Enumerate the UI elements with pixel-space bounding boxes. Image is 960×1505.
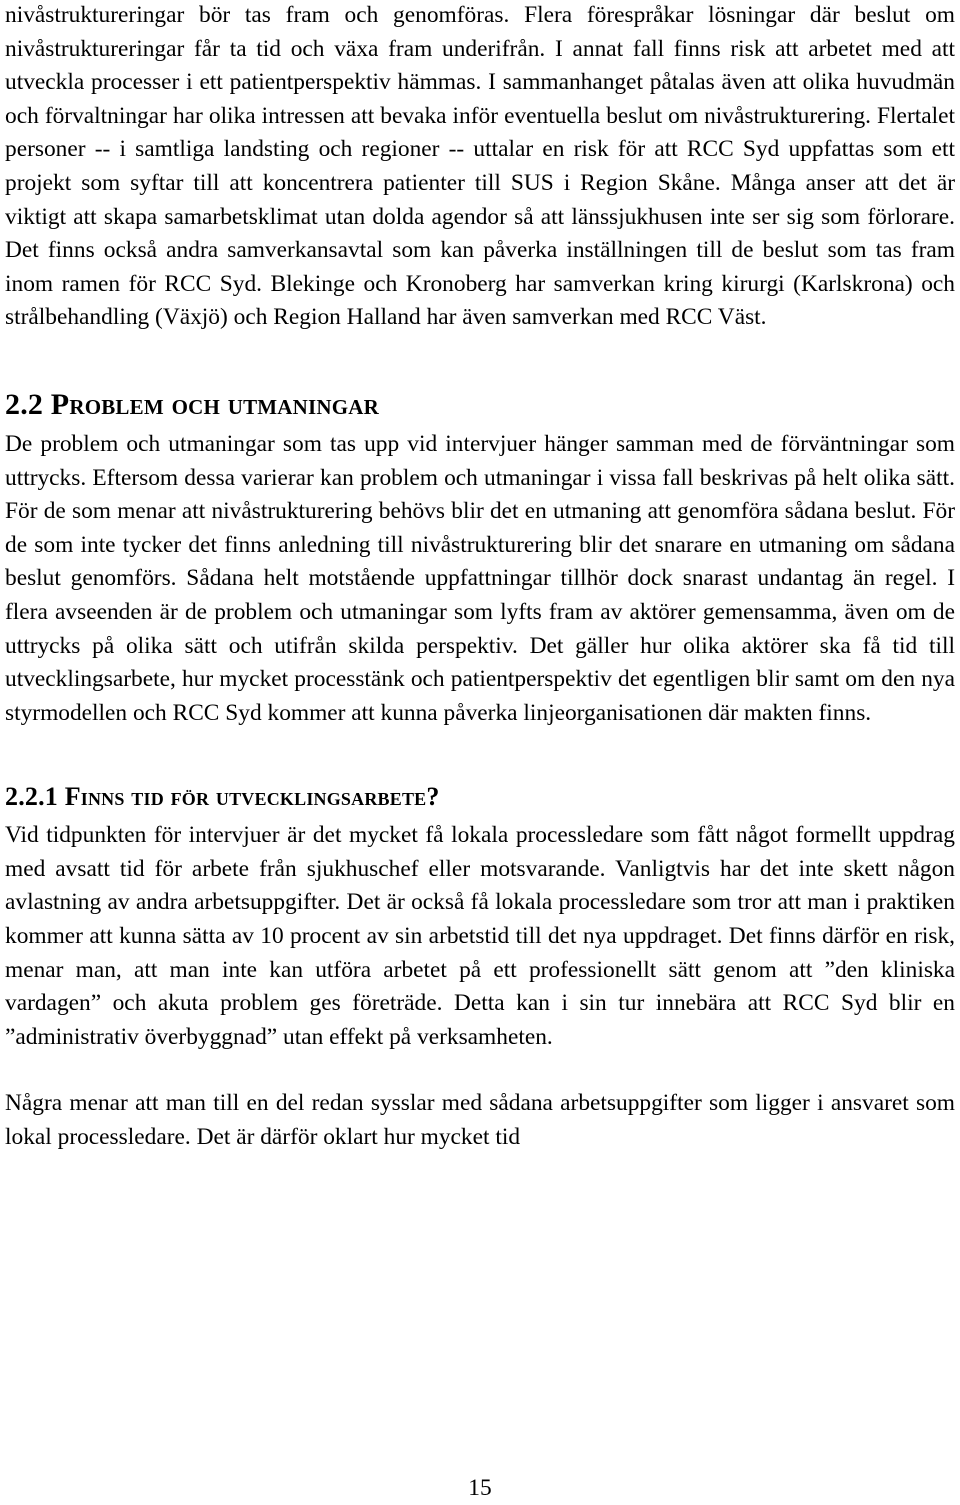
body-paragraph: Några menar att man till en del redan sysslar med sådana arbetsuppgifter som ligger i ansvaret som lokal processledare. Det är därför oklart hur mycket tid (5, 1090, 955, 1151)
section-heading: 2.2 Problem och utmaningar (5, 387, 380, 421)
body-paragraph: Vid tidpunkten för intervjuer är det mycket få lokala processledare som fått något formellt uppdrag med avsatt tid för arbete från sjukhuschef eller motsvarande. Vanligtvis har det inte skett någon avlastning av andra arbetsuppgifter. Det är också få lokala processledare som tror att man i praktiken kommer att kunna sätta av 10 procent av sin arbetstid till det nya uppdraget. Det finns därför en risk, menar man, att man inte kan utföra arbetet på ett professionellt sätt genom att ”den kliniska vardagen” och akuta problem ges företräde. Detta kan i sin tur innebära att RCC Syd blir en ”administrativ överbyggnad” utan effekt på verksamheten. (5, 822, 955, 1050)
page-number: 15 (468, 1475, 492, 1501)
body-paragraph: nivåstruktureringar bör tas fram och genomföras. Flera förespråkar lösningar där beslut om nivåstruktureringar får ta tid och växa fram underifrån. I annat fall finns risk att arbetet med att utveckla processer i ett patientperspektiv hämmas. I sammanhanget påtalas även att olika huvudmän och förvaltningar har olika intressen att bevaka inför eventuella beslut om nivåstrukturering. Flertalet personer -- i samtliga landsting och regioner -- uttalar en risk för att RCC Syd uppfattas som ett projekt som syftar till att koncentrera patienter till SUS i Region Skåne. Många anser att det är viktigt att skapa samarbetsklimat utan dolda agendor så att länssjukhusen inte ser sig som förlorare. Det finns också andra samverkansavtal som kan påverka inställningen till de beslut som tas fram inom ramen för RCC Syd. Blekinge och Kronoberg har samverkan kring kirurgi (Karlskrona) och strålbehandling (Växjö) och Region Halland har även samverkan med RCC Väst. (5, 2, 955, 331)
subsection-heading: 2.2.1 Finns tid för utvecklingsarbete? (5, 782, 440, 812)
document-page (5, 0, 955, 1155)
body-paragraph: De problem och utmaningar som tas upp vid intervjuer hänger samman med de förväntningar som uttrycks. Eftersom dessa varierar kan problem och utmaningar i vissa fall beskrivas på helt olika sätt. För de som menar att nivåstrukturering behövs blir det en utmaning att genomföra sådana beslut. För de som inte tycker det finns anledning till nivåstrukturering blir det snarare en utmaning om sådana beslut genomförs. Sådana helt motstående uppfattningar tillhör dock snarast undantag än regel. I flera avseenden är de problem och utmaningar som lyfts fram av aktörer gemensamma, även om de uttrycks på olika sätt och utifrån skilda perspektiv. Det gäller hur olika aktörer ska få tid till utvecklingsarbete, hur mycket processtänk och patientperspektiv det egentligen blir samt om den nya styrmodellen och RCC Syd kommer att kunna påverka linjeorganisationen där makten finns. (5, 430, 955, 726)
